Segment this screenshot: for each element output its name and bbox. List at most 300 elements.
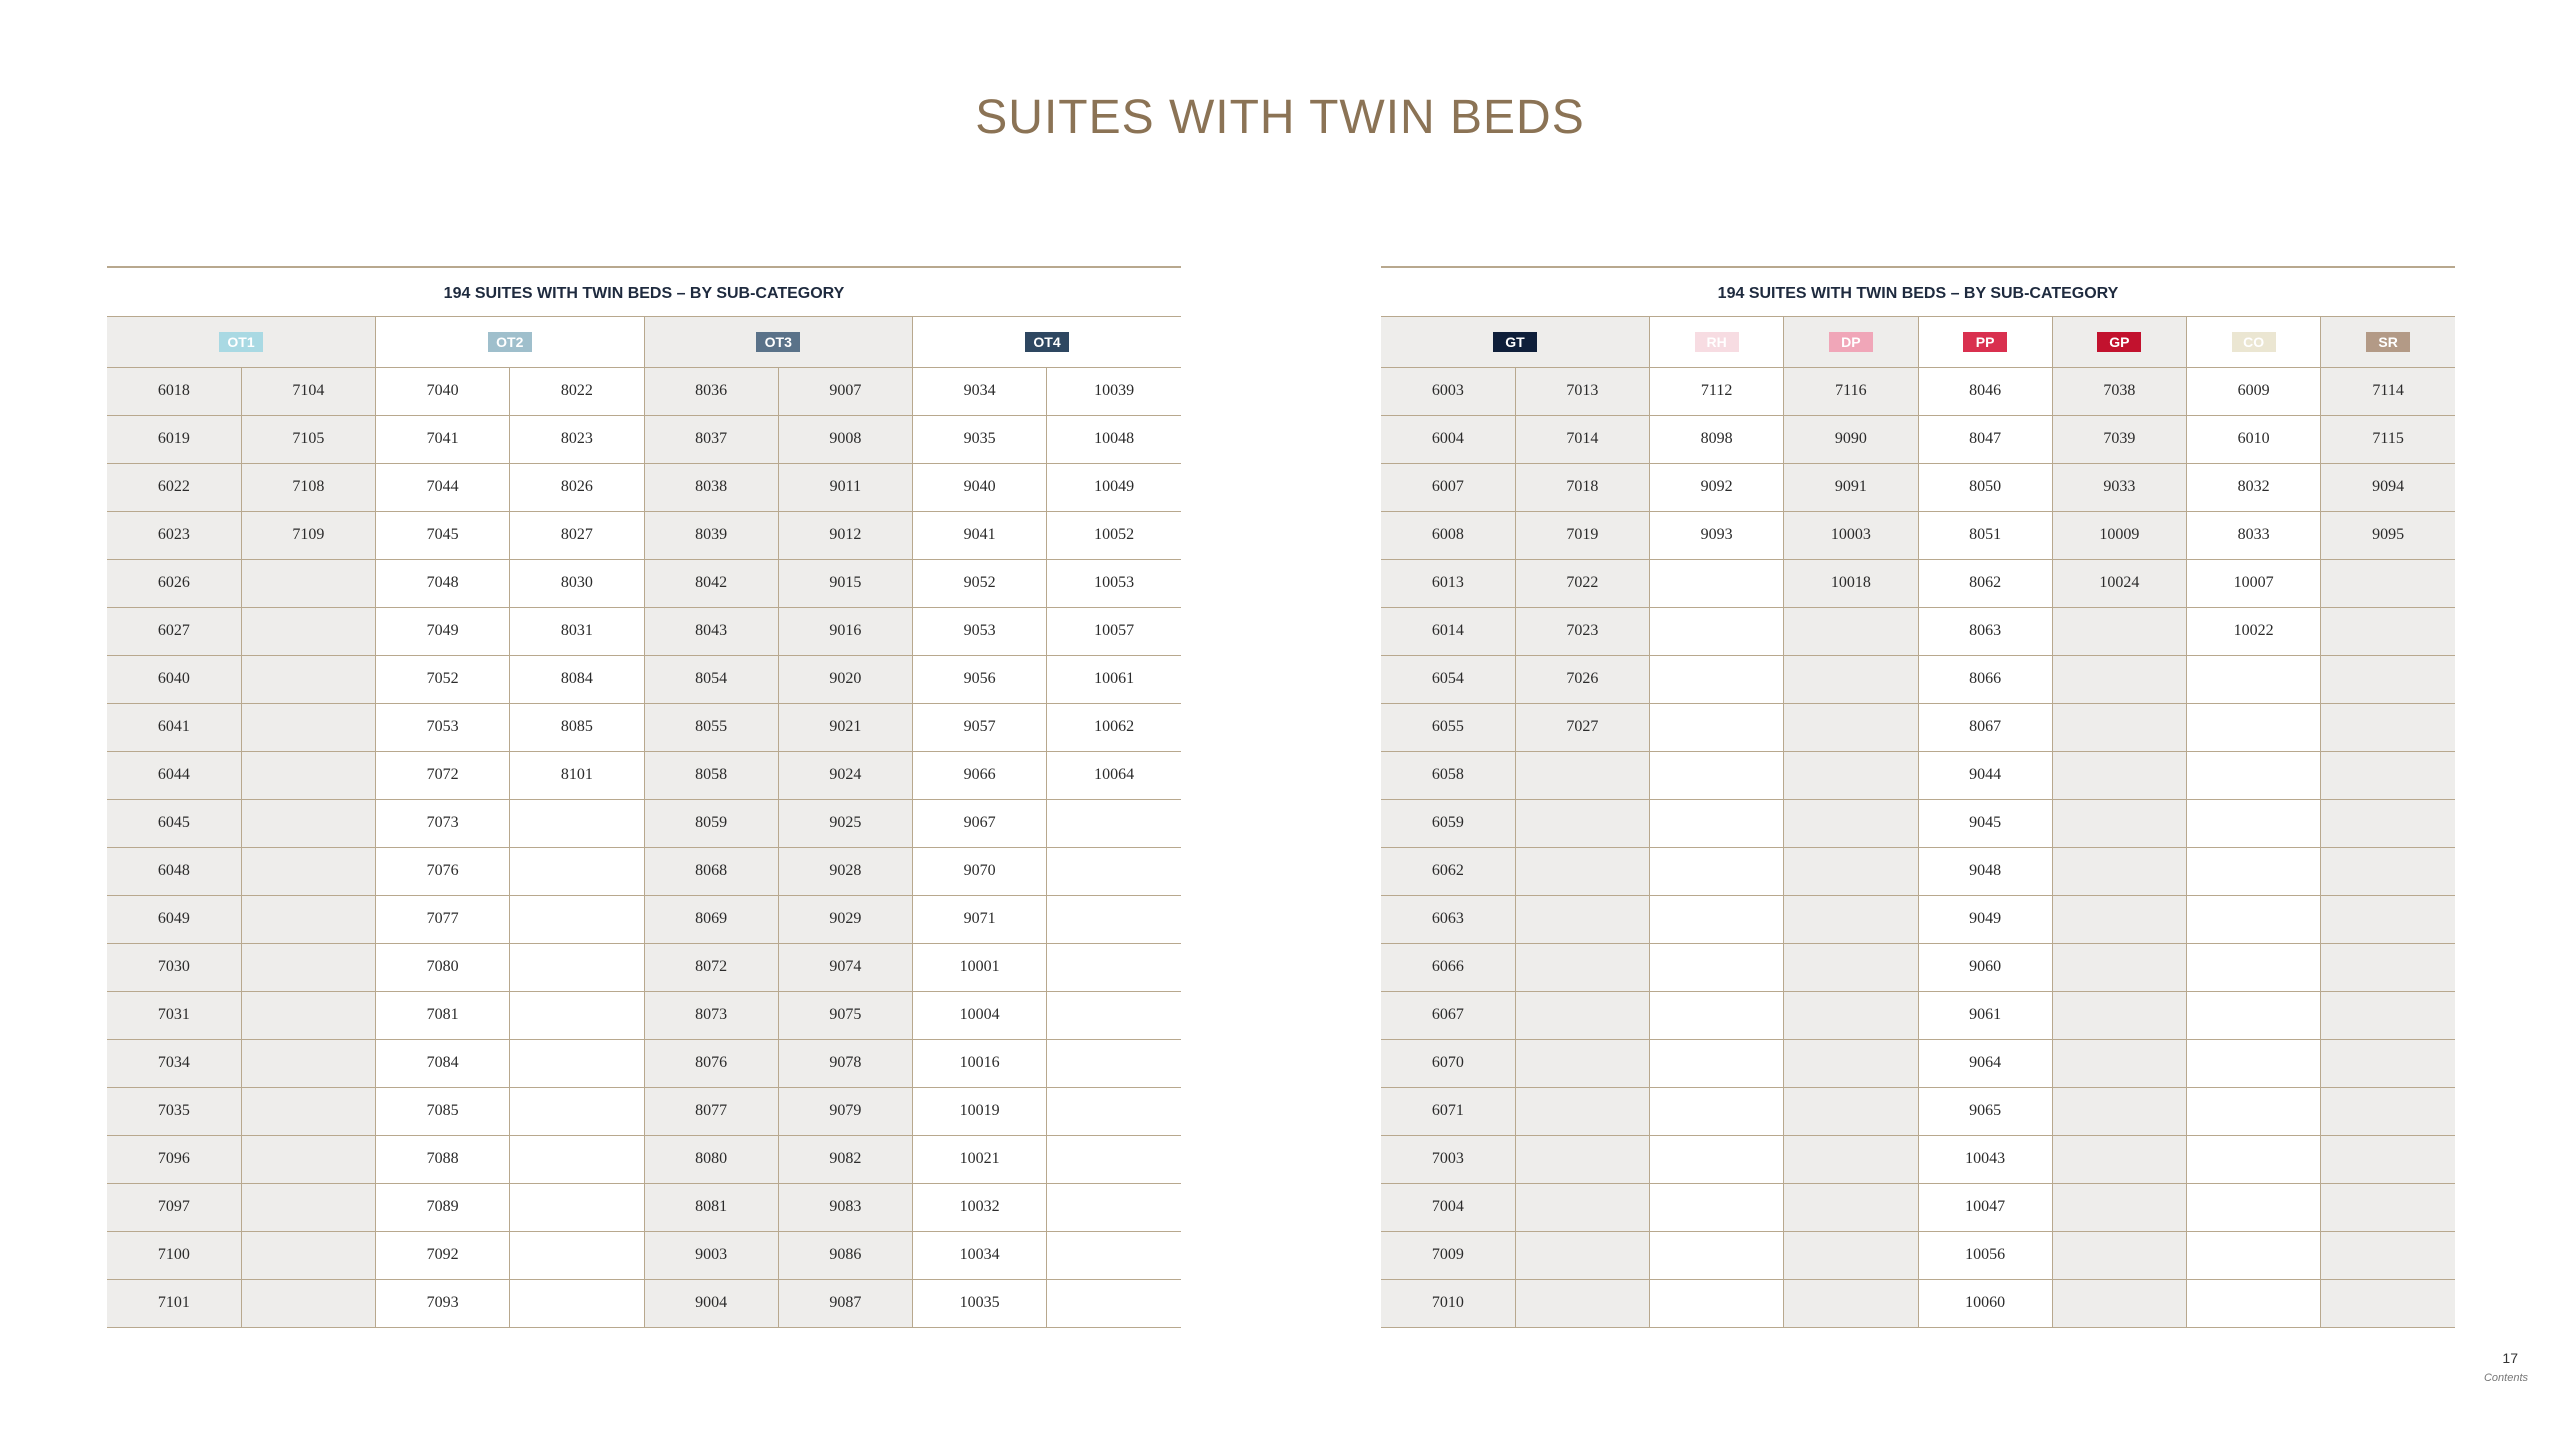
suite-number-cell: 9066 xyxy=(913,751,1047,799)
suite-number-cell: 7088 xyxy=(376,1135,510,1183)
suite-number-cell xyxy=(241,1279,375,1327)
suite-number-cell xyxy=(2321,703,2455,751)
suite-number-cell: 7101 xyxy=(107,1279,241,1327)
table-row xyxy=(1381,559,2455,607)
suite-number-cell xyxy=(2052,943,2186,991)
suite-number-cell xyxy=(2187,655,2321,703)
suite-number-cell xyxy=(2187,703,2321,751)
suite-number-cell xyxy=(1784,751,1918,799)
suite-number-cell xyxy=(1047,895,1181,943)
category-header-ot1 xyxy=(107,317,376,367)
table-row xyxy=(1381,1039,2455,1087)
suite-number-cell xyxy=(2052,895,2186,943)
suite-number-cell xyxy=(2052,1279,2186,1327)
suite-number-cell: 7041 xyxy=(376,415,510,463)
page-number: 17 xyxy=(2502,1350,2518,1366)
suite-number-cell xyxy=(2321,607,2455,655)
suite-number-cell xyxy=(2052,1183,2186,1231)
suite-number-cell xyxy=(1650,607,1784,655)
suite-number-cell: 9052 xyxy=(913,559,1047,607)
suite-number-cell: 10049 xyxy=(1047,463,1181,511)
suite-number-cell: 9049 xyxy=(1918,895,2052,943)
category-badge-ot4: OT4 xyxy=(1025,332,1069,352)
suite-number-cell: 9007 xyxy=(778,367,912,415)
suite-number-cell: 10032 xyxy=(913,1183,1047,1231)
suite-number-cell: 6049 xyxy=(107,895,241,943)
suite-number-cell: 7084 xyxy=(376,1039,510,1087)
suite-number-cell: 7109 xyxy=(241,511,375,559)
table-row xyxy=(1381,415,2455,463)
table-row xyxy=(1381,1231,2455,1279)
suite-number-cell: 7104 xyxy=(241,367,375,415)
category-badge-ot3: OT3 xyxy=(756,332,800,352)
suite-number-cell xyxy=(510,1135,644,1183)
suite-number-cell: 7014 xyxy=(1515,415,1649,463)
suite-number-cell: 7053 xyxy=(376,703,510,751)
table-row xyxy=(107,1039,1181,1087)
suite-number-cell xyxy=(241,655,375,703)
table-row xyxy=(107,1135,1181,1183)
suite-number-cell: 7089 xyxy=(376,1183,510,1231)
suite-number-cell xyxy=(2321,1279,2455,1327)
left-category-header-row xyxy=(107,317,1181,367)
suite-number-cell: 10018 xyxy=(1784,559,1918,607)
suite-number-cell: 8036 xyxy=(644,367,778,415)
suite-number-cell xyxy=(1650,1183,1784,1231)
suite-number-cell: 8058 xyxy=(644,751,778,799)
suite-number-cell: 8063 xyxy=(1918,607,2052,655)
table-row xyxy=(1381,703,2455,751)
suite-number-cell xyxy=(1047,1135,1181,1183)
suite-number-cell: 9060 xyxy=(1918,943,2052,991)
suite-number-cell: 8073 xyxy=(644,991,778,1039)
table-row xyxy=(1381,943,2455,991)
suite-number-cell: 8055 xyxy=(644,703,778,751)
suite-number-cell xyxy=(510,1087,644,1135)
suite-number-cell xyxy=(1047,943,1181,991)
left-suites-table xyxy=(107,317,1181,1328)
suite-number-cell: 6007 xyxy=(1381,463,1515,511)
suite-number-cell xyxy=(241,991,375,1039)
table-row xyxy=(107,559,1181,607)
category-badge-dp: DP xyxy=(1829,332,1873,352)
category-badge-pp: PP xyxy=(1963,332,2007,352)
suite-number-cell: 8030 xyxy=(510,559,644,607)
category-header-gt xyxy=(1381,317,1650,367)
suite-number-cell xyxy=(1650,991,1784,1039)
suite-number-cell: 9044 xyxy=(1918,751,2052,799)
suite-number-cell: 10060 xyxy=(1918,1279,2052,1327)
suite-number-cell: 9071 xyxy=(913,895,1047,943)
left-table-heading: 194 SUITES WITH TWIN BEDS – BY SUB-CATEGORY xyxy=(107,266,1181,317)
suite-number-cell: 7115 xyxy=(2321,415,2455,463)
suite-number-cell: 9064 xyxy=(1918,1039,2052,1087)
category-header-sr xyxy=(2321,317,2455,367)
suite-number-cell: 10009 xyxy=(2052,511,2186,559)
suite-number-cell: 8042 xyxy=(644,559,778,607)
suite-number-cell: 6059 xyxy=(1381,799,1515,847)
suite-number-cell: 6013 xyxy=(1381,559,1515,607)
suite-number-cell: 9048 xyxy=(1918,847,2052,895)
suite-number-cell: 9056 xyxy=(913,655,1047,703)
suite-number-cell: 6054 xyxy=(1381,655,1515,703)
suite-number-cell: 7096 xyxy=(107,1135,241,1183)
suite-number-cell: 6010 xyxy=(2187,415,2321,463)
suite-number-cell: 6003 xyxy=(1381,367,1515,415)
suite-number-cell: 7013 xyxy=(1515,367,1649,415)
suite-number-cell xyxy=(1650,799,1784,847)
suite-number-cell: 8072 xyxy=(644,943,778,991)
suite-number-cell: 7105 xyxy=(241,415,375,463)
category-badge-rh: RH xyxy=(1695,332,1739,352)
suite-number-cell: 10016 xyxy=(913,1039,1047,1087)
suite-number-cell: 7080 xyxy=(376,943,510,991)
table-row xyxy=(1381,991,2455,1039)
suite-number-cell: 8039 xyxy=(644,511,778,559)
suite-number-cell: 6022 xyxy=(107,463,241,511)
table-row xyxy=(1381,1279,2455,1327)
suite-number-cell xyxy=(2187,895,2321,943)
suite-number-cell xyxy=(1784,1039,1918,1087)
suite-number-cell: 8033 xyxy=(2187,511,2321,559)
suite-number-cell xyxy=(2321,799,2455,847)
suite-number-cell xyxy=(241,1183,375,1231)
table-row xyxy=(107,943,1181,991)
suite-number-cell: 6044 xyxy=(107,751,241,799)
table-row xyxy=(107,607,1181,655)
suite-number-cell: 6063 xyxy=(1381,895,1515,943)
suite-number-cell: 10019 xyxy=(913,1087,1047,1135)
suite-number-cell: 6067 xyxy=(1381,991,1515,1039)
suite-number-cell xyxy=(2321,1039,2455,1087)
suite-number-cell xyxy=(2321,559,2455,607)
suite-number-cell xyxy=(1784,1135,1918,1183)
suite-number-cell: 9041 xyxy=(913,511,1047,559)
suite-number-cell: 9065 xyxy=(1918,1087,2052,1135)
suite-number-cell xyxy=(241,751,375,799)
suite-number-cell: 7081 xyxy=(376,991,510,1039)
suite-number-cell: 9092 xyxy=(1650,463,1784,511)
suite-number-cell: 7092 xyxy=(376,1231,510,1279)
category-header-co xyxy=(2187,317,2321,367)
suite-number-cell xyxy=(2187,1135,2321,1183)
suite-number-cell: 9024 xyxy=(778,751,912,799)
suite-number-cell xyxy=(2187,1087,2321,1135)
suite-number-cell xyxy=(1515,895,1649,943)
suite-number-cell: 6070 xyxy=(1381,1039,1515,1087)
suite-number-cell xyxy=(1650,1039,1784,1087)
suite-number-cell: 9090 xyxy=(1784,415,1918,463)
suite-number-cell: 9012 xyxy=(778,511,912,559)
suite-number-cell xyxy=(1784,895,1918,943)
suite-number-cell: 9082 xyxy=(778,1135,912,1183)
suite-number-cell xyxy=(2187,1279,2321,1327)
suite-number-cell: 8066 xyxy=(1918,655,2052,703)
suite-number-cell xyxy=(1047,799,1181,847)
suite-number-cell: 8047 xyxy=(1918,415,2052,463)
suite-number-cell: 7072 xyxy=(376,751,510,799)
suite-number-cell: 9061 xyxy=(1918,991,2052,1039)
suite-number-cell: 9025 xyxy=(778,799,912,847)
suite-number-cell xyxy=(2187,1231,2321,1279)
table-row xyxy=(107,751,1181,799)
suite-number-cell: 7022 xyxy=(1515,559,1649,607)
suite-number-cell xyxy=(2321,991,2455,1039)
suite-number-cell xyxy=(510,943,644,991)
suite-number-cell xyxy=(510,799,644,847)
suite-number-cell: 9078 xyxy=(778,1039,912,1087)
suite-number-cell: 7097 xyxy=(107,1183,241,1231)
suite-number-cell: 9093 xyxy=(1650,511,1784,559)
suite-number-cell xyxy=(510,895,644,943)
suite-number-cell xyxy=(2321,847,2455,895)
suite-number-cell xyxy=(1515,991,1649,1039)
suite-number-cell xyxy=(241,1039,375,1087)
suite-number-cell xyxy=(2187,1183,2321,1231)
suite-number-cell xyxy=(241,847,375,895)
suite-number-cell xyxy=(510,1231,644,1279)
suite-number-cell xyxy=(1047,847,1181,895)
right-suites-table-panel xyxy=(1381,266,2455,1328)
suite-number-cell: 9087 xyxy=(778,1279,912,1327)
suite-number-cell: 9045 xyxy=(1918,799,2052,847)
suite-number-cell xyxy=(241,559,375,607)
suite-number-cell xyxy=(241,607,375,655)
suite-number-cell: 7035 xyxy=(107,1087,241,1135)
suite-number-cell: 7003 xyxy=(1381,1135,1515,1183)
suite-number-cell xyxy=(1784,847,1918,895)
suite-number-cell: 6023 xyxy=(107,511,241,559)
suite-number-cell: 7052 xyxy=(376,655,510,703)
suite-number-cell: 6008 xyxy=(1381,511,1515,559)
category-badge-co: CO xyxy=(2232,332,2276,352)
page-title: SUITES WITH TWIN BEDS xyxy=(975,91,1585,144)
suite-number-cell: 10056 xyxy=(1918,1231,2052,1279)
suite-number-cell: 8043 xyxy=(644,607,778,655)
category-badge-gp: GP xyxy=(2097,332,2141,352)
suite-number-cell xyxy=(1784,655,1918,703)
suite-number-cell xyxy=(1047,1183,1181,1231)
suite-number-cell xyxy=(2187,799,2321,847)
table-row xyxy=(1381,847,2455,895)
suite-number-cell: 8098 xyxy=(1650,415,1784,463)
table-row xyxy=(1381,511,2455,559)
suite-number-cell xyxy=(1784,1183,1918,1231)
suite-number-cell: 7031 xyxy=(107,991,241,1039)
suite-number-cell: 6066 xyxy=(1381,943,1515,991)
suite-number-cell: 8080 xyxy=(644,1135,778,1183)
suite-number-cell: 10034 xyxy=(913,1231,1047,1279)
suite-number-cell: 9016 xyxy=(778,607,912,655)
suite-number-cell: 10007 xyxy=(2187,559,2321,607)
suite-number-cell xyxy=(2052,991,2186,1039)
suite-number-cell: 7048 xyxy=(376,559,510,607)
suite-number-cell xyxy=(1784,799,1918,847)
suite-number-cell: 8027 xyxy=(510,511,644,559)
suite-number-cell: 9053 xyxy=(913,607,1047,655)
suite-number-cell: 8101 xyxy=(510,751,644,799)
suite-number-cell: 7023 xyxy=(1515,607,1649,655)
suite-number-cell: 10043 xyxy=(1918,1135,2052,1183)
suite-number-cell: 9021 xyxy=(778,703,912,751)
suite-number-cell xyxy=(1650,1231,1784,1279)
suite-number-cell xyxy=(1515,751,1649,799)
suite-number-cell: 9035 xyxy=(913,415,1047,463)
contents-link[interactable]: Contents xyxy=(2483,1372,2528,1384)
suite-number-cell: 10053 xyxy=(1047,559,1181,607)
table-row xyxy=(107,991,1181,1039)
suite-number-cell: 8085 xyxy=(510,703,644,751)
suite-number-cell xyxy=(2321,943,2455,991)
table-row xyxy=(1381,463,2455,511)
suite-number-cell: 6014 xyxy=(1381,607,1515,655)
suite-number-cell: 10035 xyxy=(913,1279,1047,1327)
table-row xyxy=(107,1279,1181,1327)
suite-number-cell: 7045 xyxy=(376,511,510,559)
suite-number-cell xyxy=(2321,1135,2455,1183)
suite-number-cell xyxy=(2052,847,2186,895)
table-row xyxy=(107,847,1181,895)
suite-number-cell xyxy=(1047,991,1181,1039)
suite-number-cell: 9034 xyxy=(913,367,1047,415)
suite-number-cell: 7116 xyxy=(1784,367,1918,415)
suite-number-cell: 9008 xyxy=(778,415,912,463)
suite-number-cell: 6071 xyxy=(1381,1087,1515,1135)
suite-number-cell: 8067 xyxy=(1918,703,2052,751)
right-suites-table xyxy=(1381,317,2455,1328)
suite-number-cell: 9067 xyxy=(913,799,1047,847)
suite-number-cell: 10047 xyxy=(1918,1183,2052,1231)
table-row xyxy=(107,1087,1181,1135)
suite-number-cell xyxy=(1650,559,1784,607)
table-row xyxy=(107,799,1181,847)
suite-number-cell: 6004 xyxy=(1381,415,1515,463)
suite-number-cell: 8038 xyxy=(644,463,778,511)
suite-number-cell: 7114 xyxy=(2321,367,2455,415)
suite-number-cell xyxy=(1515,1279,1649,1327)
suite-number-cell xyxy=(2052,655,2186,703)
suite-number-cell xyxy=(241,1087,375,1135)
table-row xyxy=(1381,1135,2455,1183)
table-row xyxy=(1381,799,2455,847)
suite-number-cell: 10061 xyxy=(1047,655,1181,703)
suite-number-cell: 9095 xyxy=(2321,511,2455,559)
suite-number-cell: 10021 xyxy=(913,1135,1047,1183)
suite-number-cell: 7039 xyxy=(2052,415,2186,463)
suite-number-cell xyxy=(1515,1039,1649,1087)
suite-number-cell: 10001 xyxy=(913,943,1047,991)
suite-number-cell xyxy=(2052,1135,2186,1183)
suite-number-cell: 8077 xyxy=(644,1087,778,1135)
suite-number-cell: 10062 xyxy=(1047,703,1181,751)
suite-number-cell xyxy=(1650,655,1784,703)
suite-number-cell xyxy=(1650,1135,1784,1183)
suite-number-cell: 7076 xyxy=(376,847,510,895)
suite-number-cell: 7010 xyxy=(1381,1279,1515,1327)
table-row xyxy=(1381,655,2455,703)
suite-number-cell: 7027 xyxy=(1515,703,1649,751)
suite-number-cell xyxy=(1515,799,1649,847)
suite-number-cell: 10022 xyxy=(2187,607,2321,655)
category-badge-gt: GT xyxy=(1493,332,1537,352)
suite-number-cell: 6027 xyxy=(107,607,241,655)
suite-number-cell xyxy=(2187,847,2321,895)
left-suites-table-panel xyxy=(107,266,1181,1328)
suite-number-cell: 6058 xyxy=(1381,751,1515,799)
table-row xyxy=(107,895,1181,943)
table-row xyxy=(107,1183,1181,1231)
suite-number-cell: 7049 xyxy=(376,607,510,655)
suite-number-cell xyxy=(1784,1087,1918,1135)
suite-number-cell: 8032 xyxy=(2187,463,2321,511)
suite-number-cell xyxy=(2052,1039,2186,1087)
category-badge-ot2: OT2 xyxy=(488,332,532,352)
suite-number-cell: 9011 xyxy=(778,463,912,511)
suite-number-cell: 7030 xyxy=(107,943,241,991)
category-header-gp xyxy=(2052,317,2186,367)
left-table-body xyxy=(107,367,1181,1327)
suite-number-cell: 8081 xyxy=(644,1183,778,1231)
suite-number-cell: 9074 xyxy=(778,943,912,991)
suite-number-cell: 9020 xyxy=(778,655,912,703)
suite-number-cell xyxy=(2187,943,2321,991)
suite-number-cell xyxy=(1784,943,1918,991)
category-header-ot2 xyxy=(376,317,645,367)
suite-number-cell: 6040 xyxy=(107,655,241,703)
suite-number-cell: 10048 xyxy=(1047,415,1181,463)
suite-number-cell: 8051 xyxy=(1918,511,2052,559)
suite-number-cell: 6062 xyxy=(1381,847,1515,895)
suite-number-cell xyxy=(510,1183,644,1231)
suite-number-cell xyxy=(2187,991,2321,1039)
suite-number-cell: 7108 xyxy=(241,463,375,511)
suite-number-cell xyxy=(1784,991,1918,1039)
suite-number-cell: 6018 xyxy=(107,367,241,415)
suite-number-cell xyxy=(510,1279,644,1327)
suite-number-cell xyxy=(1650,847,1784,895)
suite-number-cell: 7004 xyxy=(1381,1183,1515,1231)
suite-number-cell xyxy=(1515,847,1649,895)
suite-number-cell: 10003 xyxy=(1784,511,1918,559)
suite-number-cell: 8068 xyxy=(644,847,778,895)
suite-number-cell xyxy=(1784,607,1918,655)
suite-number-cell: 10052 xyxy=(1047,511,1181,559)
suite-number-cell xyxy=(1784,703,1918,751)
suite-number-cell xyxy=(510,991,644,1039)
suite-number-cell: 9040 xyxy=(913,463,1047,511)
suite-number-cell: 9015 xyxy=(778,559,912,607)
suite-number-cell: 8050 xyxy=(1918,463,2052,511)
suite-number-cell: 9086 xyxy=(778,1231,912,1279)
suite-number-cell: 9029 xyxy=(778,895,912,943)
category-header-rh xyxy=(1650,317,1784,367)
suite-number-cell: 10064 xyxy=(1047,751,1181,799)
suite-number-cell: 9028 xyxy=(778,847,912,895)
suite-number-cell: 6026 xyxy=(107,559,241,607)
table-row xyxy=(107,1231,1181,1279)
right-category-header-row xyxy=(1381,317,2455,367)
suite-number-cell: 7018 xyxy=(1515,463,1649,511)
right-table-body xyxy=(1381,367,2455,1327)
suite-number-cell: 9091 xyxy=(1784,463,1918,511)
suite-number-cell: 10057 xyxy=(1047,607,1181,655)
category-header-ot4 xyxy=(913,317,1182,367)
suite-number-cell: 9070 xyxy=(913,847,1047,895)
suite-number-cell: 8076 xyxy=(644,1039,778,1087)
suite-number-cell: 8023 xyxy=(510,415,644,463)
suite-number-cell: 9003 xyxy=(644,1231,778,1279)
category-header-dp xyxy=(1784,317,1918,367)
